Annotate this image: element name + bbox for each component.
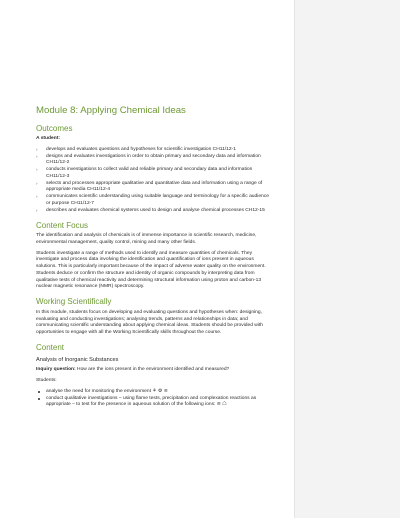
content-list [36, 389, 272, 409]
content-focus-paragraph: Students investigate a range of methods used to identify and measure quantities of chemicals. They investigate and process data involving the identification and quantification of ions present in aqueous solutions. This is particularly important because of the impact of adverse water quality on the environment. Students deduce or confirm the structure and identity of organic compounds by interpreting data from qualitative tests of chemical reactivity and determining structural information using proton and carbon-13 nuclear magnetic resonance (NMR) spectroscopy. [36, 250, 266, 290]
content-focus-paragraph: The identification and analysis of chemicals is of immense importance in scientific research, medicine, environmental management, quality control, mining and many other fields. [36, 233, 257, 245]
outcome-item: › designs and evaluates investigations in order to obtain primary and secondary data and information CH11/12-2 [36, 153, 261, 166]
chevron-right-icon: › [36, 146, 38, 152]
working-scientifically-paragraph: In this module, students focus on developing and evaluating questions and hypotheses when: designing, evaluating and conducting investigations; analysing trends, patterns and relationships in data; and communicating scientific understanding about applying chemical ideas. Students should be provided with opportunities to engage with all the Working Scientifically skills throughout the course. [36, 309, 264, 336]
content-heading: Content [36, 342, 65, 352]
content-subheading: Analysis of Inorganic Substances [36, 357, 119, 364]
inquiry-question [36, 367, 272, 374]
content-item: conduct qualitative investigations – using flame tests, precipitation and complexation reactions as appropriate – to test for the presence in aqueous solution of the following ions: ≋ ☖ [36, 396, 272, 410]
chevron-right-icon: › [36, 194, 38, 200]
outcome-item: › develops and evaluates questions and hypotheses for scientific investigation CH11/12-1 [36, 146, 236, 152]
content-focus-heading: Content Focus [36, 220, 89, 230]
inquiry-text: How are the ions present in the environment identified and measured? [75, 367, 230, 373]
comment-pane [294, 0, 400, 518]
working-scientifically-heading: Working Scientifically [36, 297, 112, 307]
outcome-item: › selects and processes appropriate qualitative and quantitative data and information using a range of appropriate media CH11/12-4 [36, 180, 263, 193]
module-content [36, 105, 272, 412]
chevron-right-icon: › [36, 207, 38, 213]
outcomes-lead: A student: [36, 136, 60, 142]
outcome-item: › conducts investigations to collect valid and reliable primary and secondary data and information CH11/12-3 [36, 167, 253, 179]
outcomes-list [36, 147, 272, 215]
content-item: analyse the need for monitoring the environment ⚘ ⚙ ≋ [36, 389, 272, 396]
outcome-item: › describes and evaluates chemical systems used to design and analyse chemical processes CH12-15 [36, 207, 265, 213]
chevron-right-icon: › [36, 167, 38, 173]
chevron-right-icon: › [36, 180, 38, 186]
module-title: Module 8: Applying Chemical Ideas [36, 105, 186, 116]
inquiry-label: Inquiry question: [36, 367, 76, 373]
bullet-icon [38, 391, 40, 393]
outcomes-heading: Outcomes [36, 123, 73, 133]
bullet-icon [38, 398, 40, 400]
chevron-right-icon: › [36, 153, 38, 159]
students-label: Students: [36, 377, 57, 383]
outcome-item: › communicates scientific understanding using suitable language and terminology for a specific audience or purpose CH11/12-7 [36, 194, 269, 206]
